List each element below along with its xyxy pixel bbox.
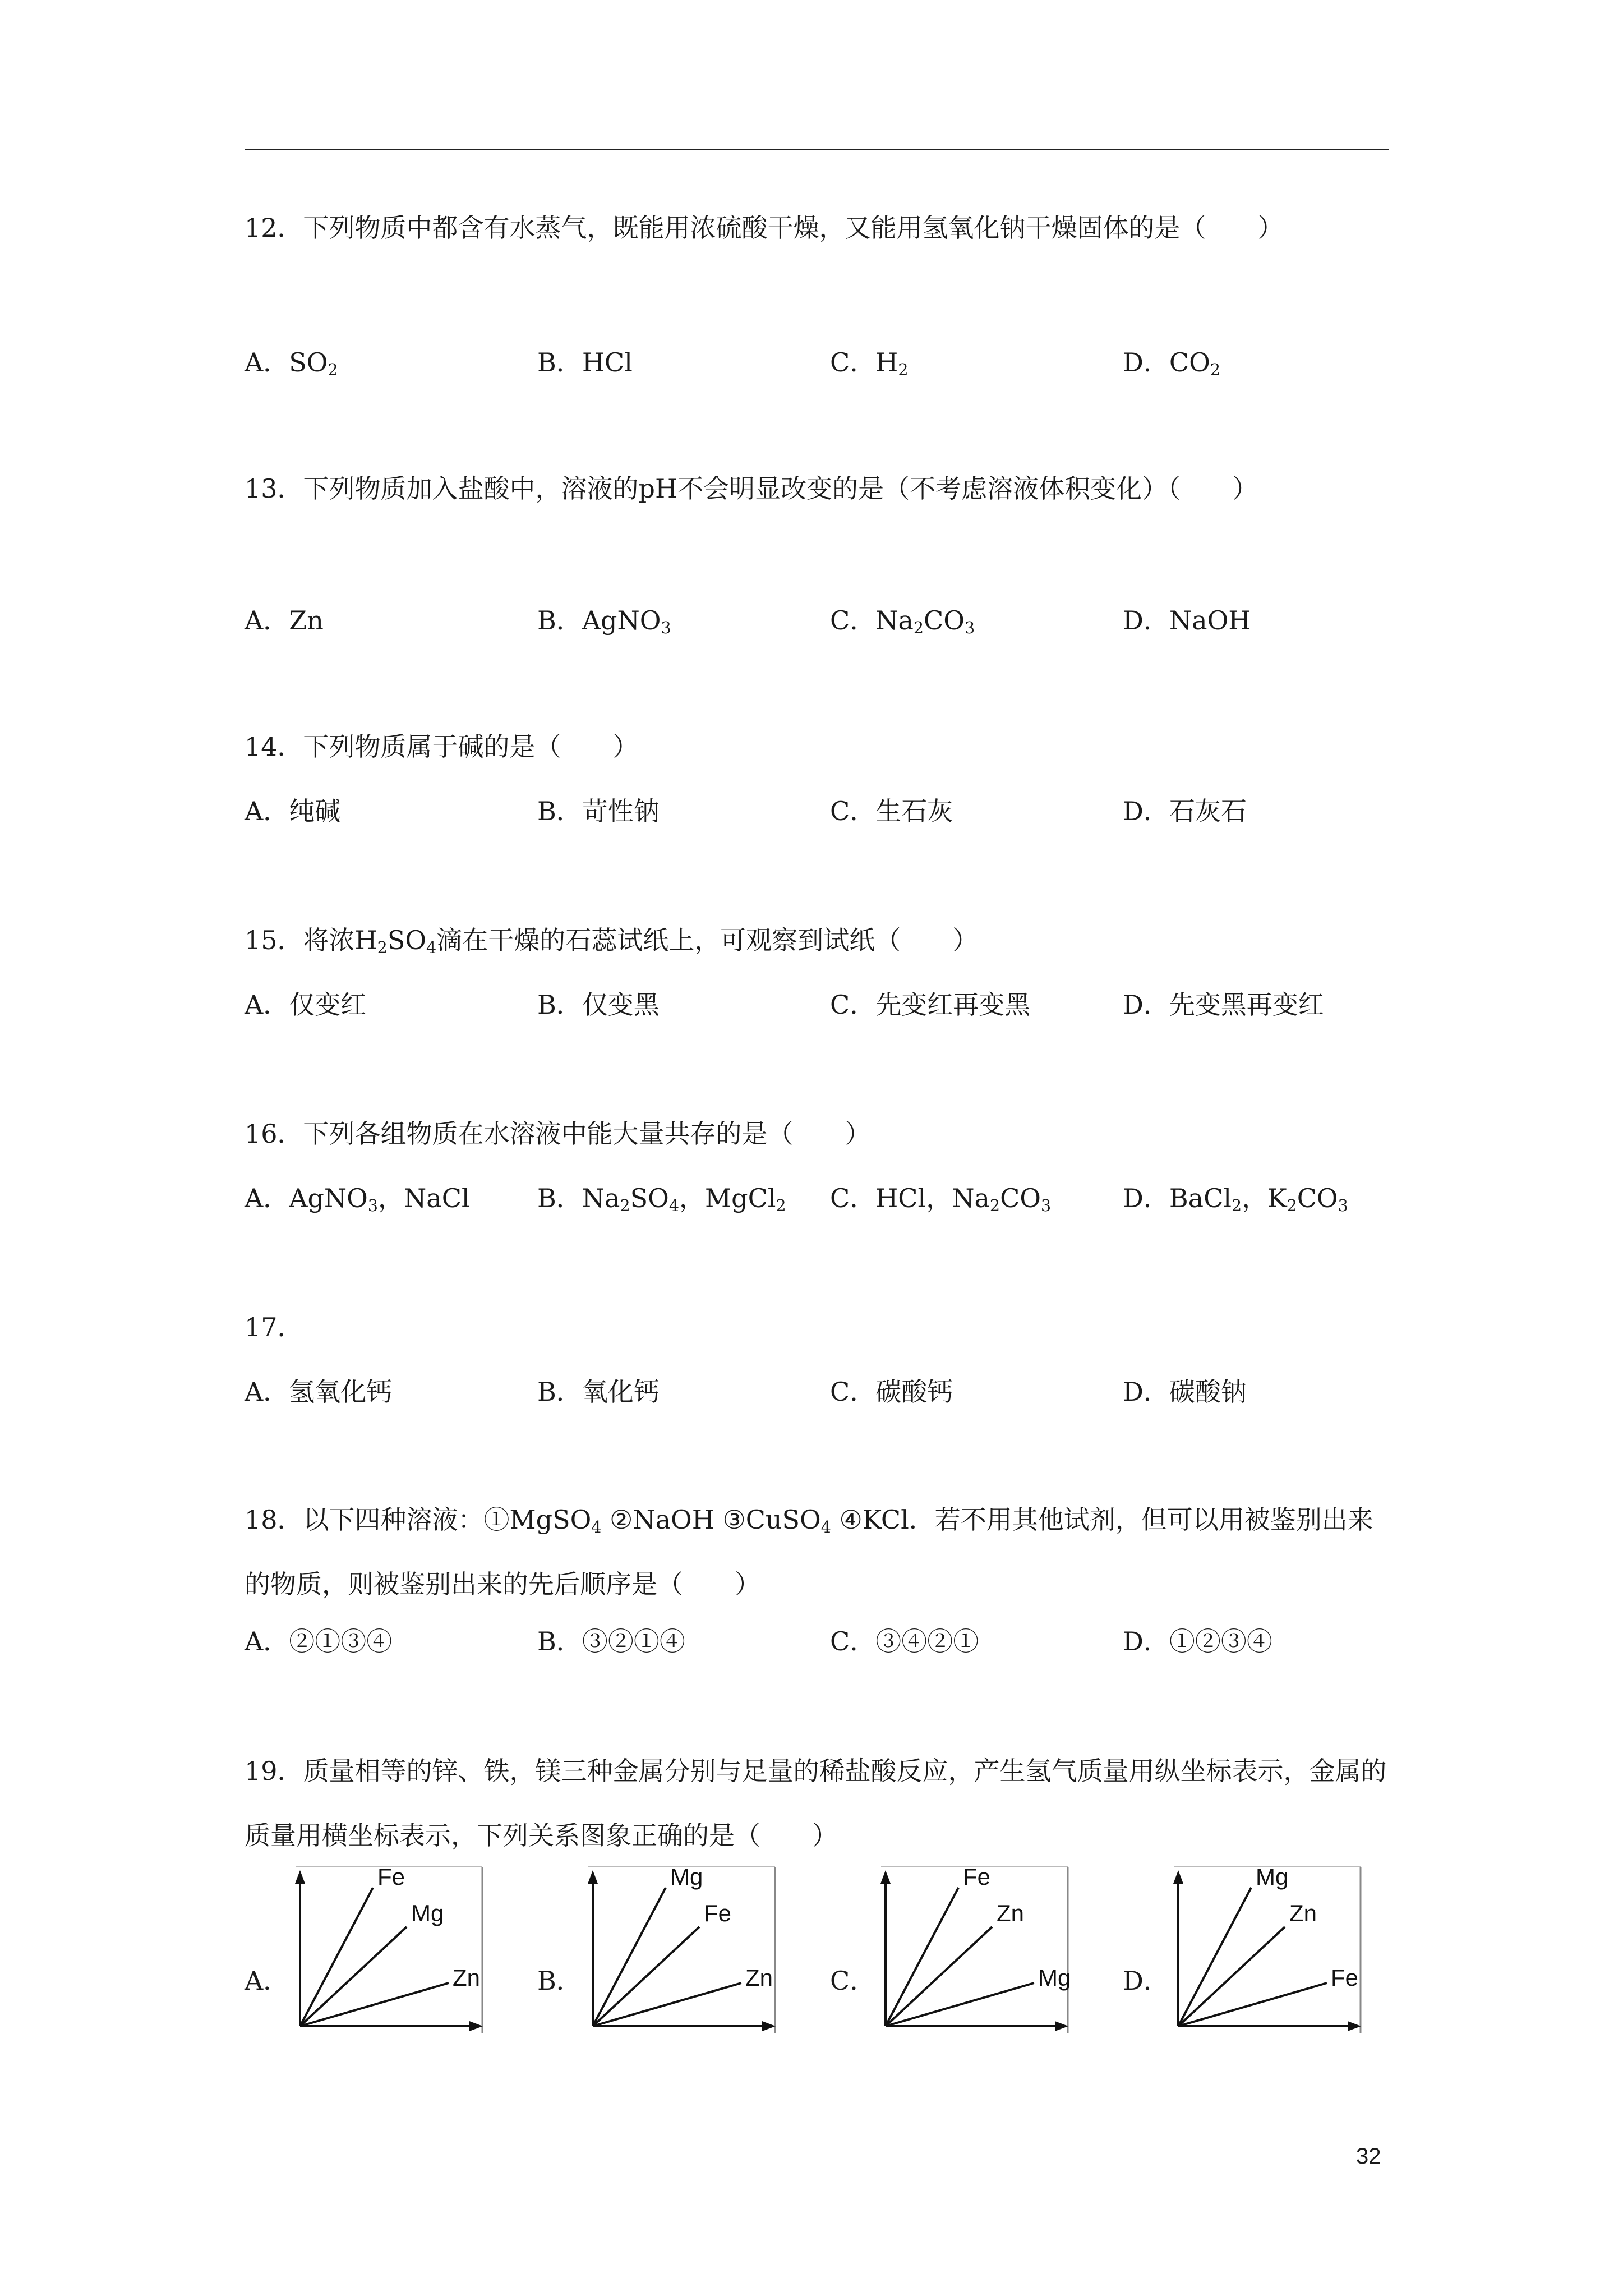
x-axis-arrow-icon	[1348, 2021, 1361, 2031]
metal-label: Fe	[377, 1864, 405, 1890]
option-a[interactable]: A．	[245, 1966, 289, 1996]
metal-label: Fe	[1331, 1964, 1359, 1991]
metal-label: Zn	[997, 1900, 1025, 1926]
metal-line	[300, 1888, 373, 2026]
graph-svg	[582, 1862, 783, 2042]
page-number: 32	[1356, 2144, 1381, 2169]
option-b[interactable]: B．HCl	[537, 347, 633, 378]
option-a[interactable]: A．仅变红	[245, 990, 367, 1020]
option-d[interactable]: D．①②③④	[1123, 1626, 1272, 1657]
option-a[interactable]: A．AgNO$_3$，NaCl	[245, 1183, 470, 1216]
option-c[interactable]: C．先变红再变黑	[830, 990, 1031, 1020]
option-a[interactable]: A．纯碱	[245, 796, 341, 826]
metal-label: Mg	[670, 1864, 703, 1890]
option-b[interactable]: B．$Na_2SO_4$，MgCl$_2$	[537, 1183, 786, 1216]
metal-label: Zn	[453, 1964, 481, 1991]
graph-svg	[874, 1862, 1076, 2042]
question-18-options	[245, 1624, 1422, 1659]
question-12-stem: 12．下列物质中都含有水蒸气，既能用浓硫酸干燥，又能用氢氧化钠干燥固体的是（ ）	[245, 213, 1284, 243]
x-axis-arrow-icon	[469, 2021, 483, 2031]
question-16-stem: 16．下列各组物质在水溶液中能大量共存的是（ ）	[245, 1119, 871, 1149]
question-13-options	[245, 603, 1422, 638]
question-19-stem: 19．质量相等的锌、铁，镁三种金属分别与足量的稀盐酸反应，产生氢气质量用纵坐标表示，金属的质量用横坐标表示，下列关系图象正确的是（ ）	[245, 1756, 1387, 1851]
option-c[interactable]: C．$Na_2CO_3$	[830, 605, 975, 638]
option-d[interactable]: D．NaOH	[1123, 605, 1251, 636]
graph-a[interactable]	[289, 1862, 491, 2042]
question-12-options	[245, 345, 1422, 380]
option-d[interactable]: D．石灰石	[1123, 796, 1247, 826]
option-c[interactable]: C．③④②①	[830, 1626, 979, 1657]
metal-line	[886, 1888, 958, 2026]
option-c[interactable]: C．	[830, 1966, 876, 1996]
option-c[interactable]: C．生石灰	[830, 796, 953, 826]
question-14-stem: 14．下列物质属于碱的是（ ）	[245, 731, 639, 762]
question-17-stem: 17．	[245, 1312, 303, 1342]
graph-svg	[1167, 1862, 1369, 2042]
option-b[interactable]: B．苛性钠	[537, 796, 660, 826]
graph-c[interactable]	[874, 1862, 1076, 2042]
metal-label: Fe	[963, 1864, 991, 1890]
y-axis-arrow-icon	[295, 1870, 305, 1884]
option-b[interactable]: B．仅变黑	[537, 990, 660, 1020]
option-b[interactable]: B．	[537, 1966, 582, 1996]
metal-label: Mg	[411, 1900, 444, 1926]
y-axis-arrow-icon	[880, 1870, 891, 1884]
y-axis-arrow-icon	[1173, 1870, 1183, 1884]
x-axis-arrow-icon	[762, 2021, 776, 2031]
metal-line	[1178, 1888, 1251, 2026]
question-15-stem: 15．将浓$H_2SO_4$滴在干燥的石蕊试纸上，可观察到试纸（ ）	[245, 925, 979, 958]
option-d[interactable]: D．	[1123, 1966, 1169, 1996]
option-c[interactable]: C．碳酸钙	[830, 1377, 953, 1407]
option-b[interactable]: B．氧化钙	[537, 1377, 660, 1407]
option-a[interactable]: A．Zn	[245, 605, 324, 636]
question-17-options	[245, 1374, 1422, 1409]
metal-label: Fe	[704, 1900, 732, 1926]
question-16-options	[245, 1181, 1422, 1216]
option-b[interactable]: B．③②①④	[537, 1626, 685, 1657]
option-a[interactable]: A．$SO_2$	[245, 347, 338, 380]
y-axis-arrow-icon	[588, 1870, 598, 1884]
question-18-stem: 18．以下四种溶液：①MgSO$_4$ ②NaOH ③CuSO$_4$ ④KCl．若不用其他试剂，但可以用被鉴别出来的物质，则被鉴别出来的先后顺序是（ ）	[245, 1504, 1373, 1599]
question-15-options	[245, 987, 1422, 1022]
graph-svg	[289, 1862, 491, 2042]
option-d[interactable]: D．BaCl$_2$，$K_2CO_3$	[1123, 1183, 1348, 1216]
option-d[interactable]: D．碳酸钠	[1123, 1377, 1247, 1407]
question-14-options	[245, 794, 1422, 829]
x-axis-arrow-icon	[1055, 2021, 1068, 2031]
option-c[interactable]: C．HCl，$Na_2CO_3$	[830, 1183, 1052, 1216]
metal-label: Zn	[1289, 1900, 1317, 1926]
metal-line	[593, 1888, 666, 2026]
option-a[interactable]: A．氢氧化钙	[245, 1377, 393, 1407]
metal-label: Mg	[1038, 1964, 1071, 1991]
option-a[interactable]: A．②①③④	[245, 1626, 393, 1657]
metal-label: Mg	[1256, 1864, 1289, 1890]
graph-d[interactable]	[1167, 1862, 1369, 2042]
option-b[interactable]: B．AgNO$_3$	[537, 605, 671, 638]
metal-label: Zn	[745, 1964, 773, 1991]
option-c[interactable]: C．$H_2$	[830, 347, 909, 380]
option-d[interactable]: D．$CO_2$	[1123, 347, 1220, 380]
graph-b[interactable]	[582, 1862, 783, 2042]
header-rule	[245, 149, 1389, 150]
question-13-stem: 13．下列物质加入盐酸中，溶液的pH不会明显改变的是（不考虑溶液体积变化）（ ）	[245, 473, 1258, 504]
option-d[interactable]: D．先变黑再变红	[1123, 990, 1324, 1020]
